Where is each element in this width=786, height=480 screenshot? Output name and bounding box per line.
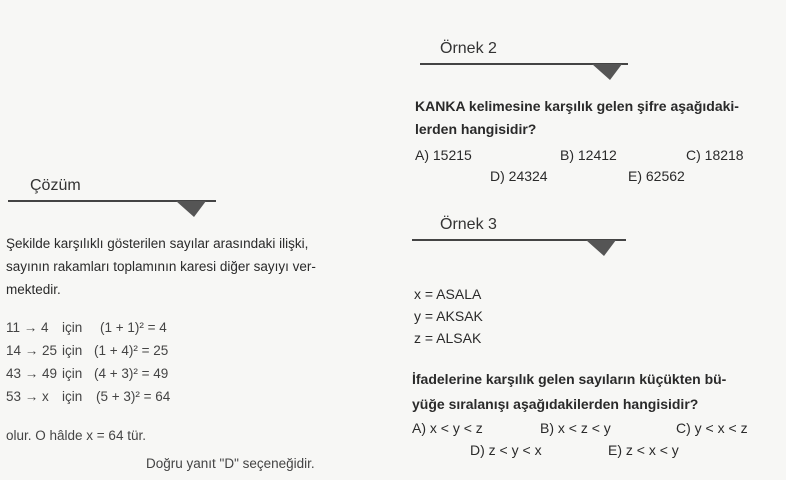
ornek2-title-marker bbox=[592, 64, 622, 80]
row-formula: (1 + 4)² = 25 bbox=[94, 343, 169, 358]
ornek3-option-e: E) z < x < y bbox=[608, 442, 679, 458]
row-for: için bbox=[62, 389, 83, 404]
ornek2-question-line: lerden hangisidir? bbox=[415, 121, 537, 137]
row-pair: 43 → 49 bbox=[6, 366, 58, 381]
cozum-title: Çözüm bbox=[30, 177, 81, 194]
cozum-paragraph-line: mektedir. bbox=[6, 282, 61, 297]
row-pair: 11 → 4 bbox=[6, 320, 49, 335]
cozum-conclusion: olur. O hâlde x = 64 tür. bbox=[6, 428, 146, 443]
ornek3-title-marker bbox=[586, 240, 616, 256]
row-for: için bbox=[62, 366, 83, 381]
row-formula: (5 + 3)² = 64 bbox=[96, 389, 171, 404]
ornek3-def: x = ASALA bbox=[414, 286, 482, 302]
row-formula: (1 + 1)² = 4 bbox=[100, 320, 167, 335]
ornek2-option-a: A) 15215 bbox=[415, 147, 472, 163]
ornek3-option-d: D) z < y < x bbox=[470, 442, 542, 458]
cozum-paragraph-line: Şekilde karşılıklı gösterilen sayılar arasındaki ilişki, bbox=[6, 236, 309, 251]
ornek3-def: z = ALSAK bbox=[414, 330, 482, 346]
ornek2-title: Örnek 2 bbox=[440, 40, 497, 57]
ornek3-option-c: C) y < x < z bbox=[676, 420, 748, 436]
ornek2-option-c: C) 18218 bbox=[686, 147, 744, 163]
ornek2-option-d: D) 24324 bbox=[490, 168, 548, 184]
ornek3-option-b: B) x < z < y bbox=[540, 420, 611, 436]
cozum-paragraph-line: sayının rakamları toplamının karesi diğer sayıyı ver- bbox=[6, 259, 316, 274]
cozum-answer: Doğru yanıt "D" seçeneğidir. bbox=[146, 456, 315, 471]
cozum-title-marker bbox=[176, 201, 206, 217]
row-pair: 14 → 25 bbox=[6, 343, 58, 358]
ornek3-question-line: İfadelerine karşılık gelen sayıların küçükten bü- bbox=[412, 371, 727, 387]
ornek3-option-a: A) x < y < z bbox=[412, 420, 483, 436]
ornek2-option-b: B) 12412 bbox=[560, 147, 617, 163]
ornek2-option-e: E) 62562 bbox=[628, 168, 685, 184]
ornek3-title: Örnek 3 bbox=[440, 216, 497, 233]
ornek2-question-line: KANKA kelimesine karşılık gelen şifre aşağıdaki- bbox=[415, 98, 739, 114]
ornek3-question-line: yüğe sıralanışı aşağıdakilerden hangisidir? bbox=[412, 396, 699, 412]
row-formula: (4 + 3)² = 49 bbox=[94, 366, 169, 381]
ornek3-def: y = AKSAK bbox=[414, 308, 483, 324]
row-pair: 53 → x bbox=[6, 389, 49, 404]
row-for: için bbox=[62, 343, 83, 358]
row-for: için bbox=[62, 320, 83, 335]
